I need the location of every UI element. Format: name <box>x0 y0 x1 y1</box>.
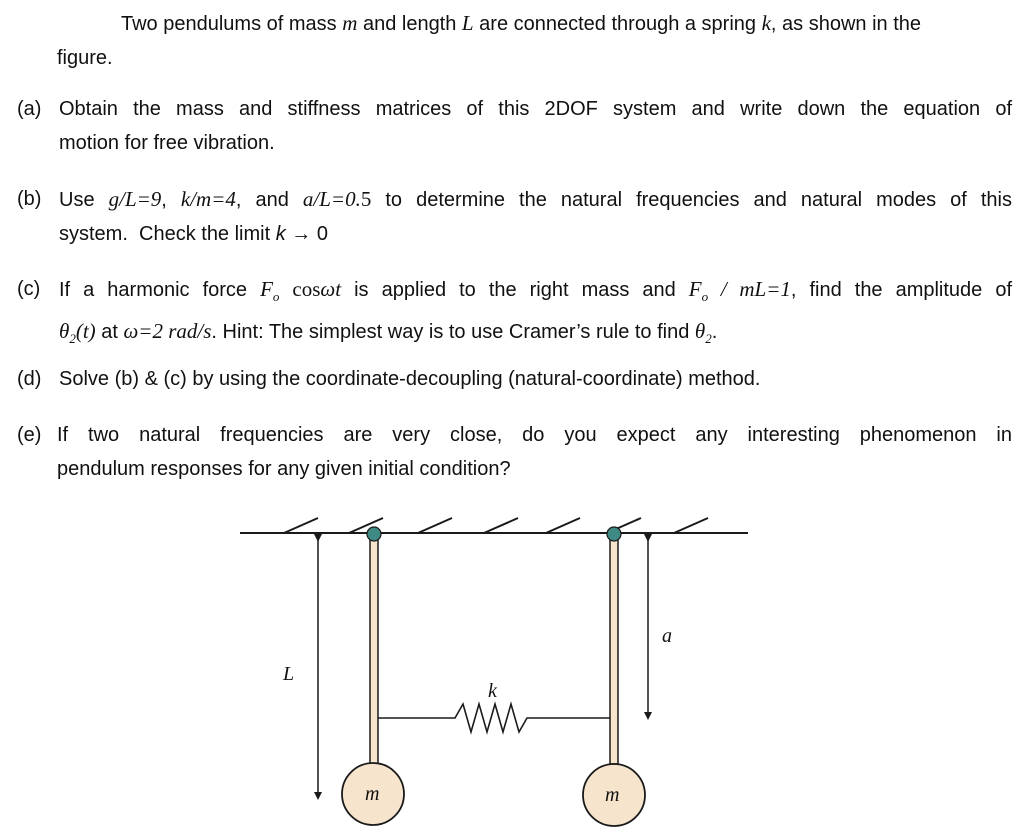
part-a-text: Obtain the mass and stiffness matrices of this 2DOF system and write down the equation of motion for free vibration. <box>59 98 1012 154</box>
right-rod <box>610 536 618 764</box>
label-k: k <box>488 680 497 702</box>
part-c-text: If a harmonic force $F_o$ cosωt is applied to the right mass and $F_o / mL=1$, find the amplitude of $\theta_2(t)$ at ω=2 rad/s. Hint: The simplest way is to use Cramer’s rule to find $\theta_2$. <box>59 277 1013 347</box>
spring <box>378 680 610 732</box>
part-d <box>17 362 1012 396</box>
intro-paragraph: Two pendulums of mass m and length L are connected through a spring k, as shown in the figure. <box>57 11 921 69</box>
part-c-label: (c) <box>17 278 41 300</box>
length-dimension <box>282 538 318 796</box>
part-d-text: Solve (b) & (c) by using the coordinate-decoupling (natural-coordinate) method. <box>59 368 761 390</box>
part-e-label: (e) <box>17 424 42 446</box>
part-c <box>17 272 1012 356</box>
part-b-label: (b) <box>17 188 42 210</box>
label-a: a <box>662 625 672 647</box>
part-b-text: Use g/L=9, k/m=4, and a/L=0.5 to determine the natural frequencies and natural modes of this system. Check the limit k → 0 <box>59 187 1012 245</box>
right-pendulum <box>583 527 645 826</box>
coupled-pendulum-figure <box>0 490 1024 834</box>
left-rod <box>370 536 378 764</box>
part-a <box>17 92 1012 160</box>
part-b <box>17 182 1012 251</box>
ceiling <box>240 518 748 533</box>
left-mass-label: m <box>365 783 380 805</box>
spring-icon <box>378 704 610 732</box>
left-pivot-icon <box>367 527 381 541</box>
part-d-label: (d) <box>17 368 42 390</box>
label-L: L <box>283 663 295 685</box>
ceiling-hatch <box>284 518 708 533</box>
spring-height-dimension <box>648 538 672 716</box>
right-mass-label: m <box>605 784 620 806</box>
part-e-text: If two natural frequencies are very close, do you expect any interesting phenomenon in pendulum responses for any given initial condition? <box>57 424 1012 480</box>
part-a-label: (a) <box>17 98 42 120</box>
part-e <box>17 418 1012 486</box>
left-pendulum <box>342 527 404 825</box>
right-pivot-icon <box>607 527 621 541</box>
